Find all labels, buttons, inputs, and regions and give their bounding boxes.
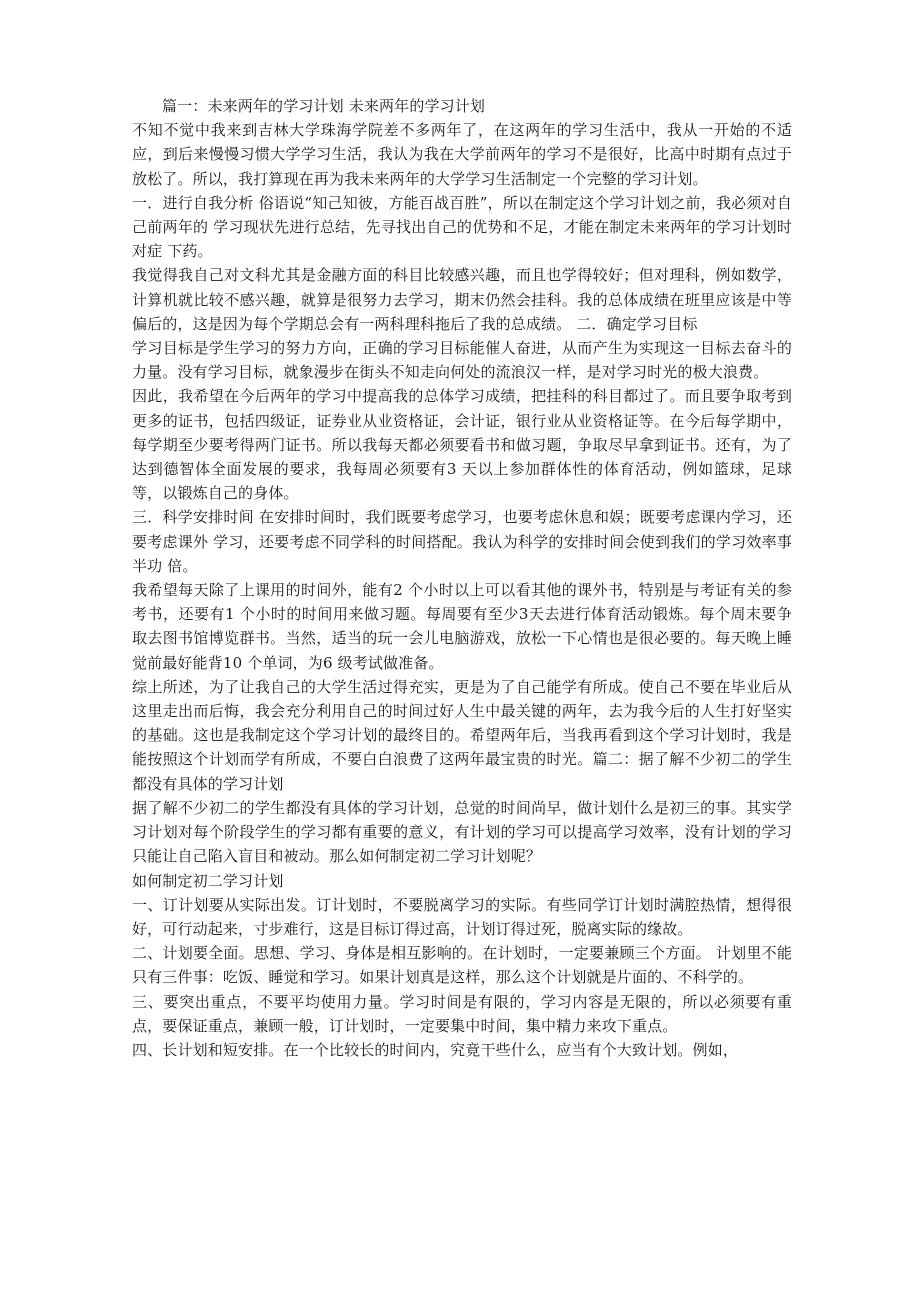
document-title: 篇一：未来两年的学习计划 未来两年的学习计划 <box>162 97 486 115</box>
paragraph: 一、订计划要从实际出发。订计划时，不要脱离学习的实际。有些同学订计划时满腔热情，想得很好，可行动起来，寸步难行，这是目标订得过高，计划订得过死，脱离实际的缘故。 <box>132 895 792 938</box>
paragraph: 学习目标是学生学习的努力方向，正确的学习目标能催人奋进，从而产生为实现这一目标去奋斗的力量。没有学习目标，就象漫步在街头不知走向何处的流浪汉一样，是对学习时光的极大浪费。 <box>132 339 792 382</box>
document-body <box>132 94 792 1062</box>
paragraph: 二、计划要全面。思想、学习、身体是相互影响的。在计划时，一定要兼顾三个方面。 计划里不能只有三件事：吃饭、睡觉和学习。如果计划真是这样，那么这个计划就是片面的、不科学的。 <box>132 944 792 987</box>
paragraph: 据了解不少初二的学生都没有具体的学习计划，总觉的时间尚早，做计划什么是初三的事。其实学习计划对每个阶段学生的学习都有重要的意义，有计划的学习可以提高学习效率，没有计划的学习只能让自己陷入盲目和被动。那么如何制定初二学习计划呢？ <box>132 798 792 866</box>
section-heading: 如何制定初二学习计划 <box>132 871 284 890</box>
paragraph: 不知不觉中我来到吉林大学珠海学院差不多两年了，在这两年的学习生活中，我从一开始的不适应，到后来慢慢习惯大学学习生活，我认为我在大学前两年的学习不是很好，比高中时期有点过于放松了。所以，我打算现在再为我未来两年的大学学习生活制定一个完整的学习计划。 <box>132 121 792 188</box>
paragraph: 三、要突出重点，不要平均使用力量。学习时间是有限的，学习内容是无限的，所以必须要有重点，要保证重点，兼顾一般，订计划时，一定要集中时间，集中精力来攻下重点。 <box>132 992 792 1035</box>
paragraph: 因此，我希望在今后两年的学习中提高我的总体学习成绩，把挂科的科目都过了。而且要争取考到更多的证书，包括四级证，证券业从业资格证，会计证，银行业从业资格证等。在今后每学期中，每学期至少要考得两门证书。所以我每天都必须要看书和做习题，争取尽早拿到证书。还有，为了达到德智体全面发展的要求，我每周必须要有3 天以上参加群体性的体育活动，例如篮球，足球等，以锻炼自己的身体。 <box>132 387 792 503</box>
paragraph: 三．科学安排时间 在安排时间时，我们既要考虑学习，也要考虑休息和娱；既要考虑课内学习，还要考虑课外 学习，还要考虑不同学科的时间搭配。我认为科学的安排时间会使到我们的学习效率事半功 倍。 <box>132 508 792 575</box>
paragraph: 我希望每天除了上课用的时间外，能有2 个小时以上可以看其他的课外书，特别是与考证有关的参考书，还要有1 个小时的时间用来做习题。每周要有至少3天去进行体育活动锻炼。每个周末要争取去图书馆博览群书。当然，适当的玩一会儿电脑游戏，放松一下心情也是很必要的。每天晚上睡觉前最好能背10 个单词，为6 级考试做准备。 <box>132 581 792 672</box>
paragraph: 综上所述，为了让我自己的大学生活过得充实，更是为了自己能学有所成。使自己不要在毕业后从这里走出而后悔，我会充分利用自己的时间过好人生中最关键的两年，去为我今后的人生打好坚实的基础。这也是我制定这个学习计划的最终目的。希望两年后，当我再看到这个学习计划时，我是能按照这个计划而学有所成，不要白白浪费了这两年最宝贵的时光。篇二：据了解不少初二的学生都没有具体的学习计划 <box>132 677 792 793</box>
paragraph: 四、长计划和短安排。在一个比较长的时间内，究竟干些什么，应当有个大致计划。例如， <box>132 1040 739 1059</box>
paragraph: 我觉得我自己对文科尤其是金融方面的科目比较感兴趣，而且也学得较好；但对理科，例如数学，计算机就比较不感兴趣，就算是很努力去学习，期末仍然会挂科。我的总体成绩在班里应该是中等偏后的，这是因为每个学期总会有一两科理科拖后了我的总成绩。 二．确定学习目标 <box>132 266 792 333</box>
paragraph: 一．进行自我分析 俗语说“知己知彼，方能百战百胜”，所以在制定这个学习计划之前，我必须对自己前两年的 学习现状先进行总结，先寻找出自己的优势和不足，才能在制定未来两年的学习计划时对症 下药。 <box>132 193 792 261</box>
